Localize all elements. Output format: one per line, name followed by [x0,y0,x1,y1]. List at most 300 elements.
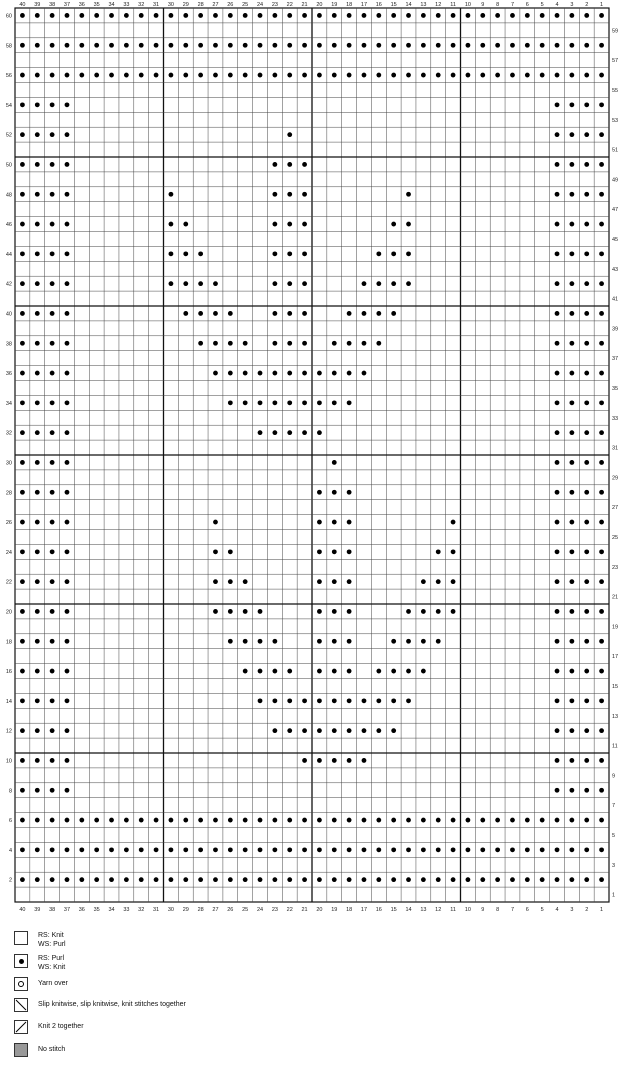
row-label-right: 29 [612,475,619,482]
purl-dot [124,847,129,852]
purl-dot [376,13,381,18]
legend-label: RS: Purl WS: Knit [38,955,66,971]
purl-dot [317,669,322,674]
purl-dot [555,13,560,18]
purl-dot [272,430,277,435]
purl-dot [362,371,367,376]
legend-label: Yarn over [38,980,68,987]
purl-dot [376,847,381,852]
column-label-bottom: 2 [585,907,589,913]
purl-dot [302,13,307,18]
purl-dot [258,818,263,823]
purl-dot [347,371,352,376]
column-label-bottom: 21 [301,907,308,913]
purl-dot [332,818,337,823]
purl-dot [272,222,277,227]
column-label-bottom: 22 [286,907,293,913]
purl-dot [258,877,263,882]
purl-dot [584,73,589,78]
purl-dot [50,698,55,703]
purl-dot [213,847,218,852]
purl-dot [584,311,589,316]
column-label-top: 14 [405,2,412,8]
purl-dot [480,13,485,18]
column-label-top: 35 [93,2,100,8]
column-label-top: 23 [271,2,278,8]
row-label-left: 16 [5,669,12,676]
purl-dot [584,192,589,197]
purl-dot [20,251,25,256]
purl-dot [139,73,144,78]
column-label-bottom: 33 [123,907,130,913]
column-label-bottom: 39 [34,907,41,913]
chart-grid [15,8,609,902]
purl-dot [347,669,352,674]
legend-label: Knit 2 together [38,1023,84,1030]
purl-dot [139,13,144,18]
purl-dot [20,639,25,644]
row-label-left: 40 [5,311,12,318]
purl-dot [555,341,560,346]
purl-dot [569,162,574,167]
purl-dot [584,102,589,107]
purl-dot [169,192,174,197]
purl-dot [362,341,367,346]
purl-dot [555,102,560,107]
purl-dot [65,73,70,78]
purl-dot [436,847,441,852]
purl-dot [569,698,574,703]
purl-dot [362,43,367,48]
purl-dot [599,281,604,286]
purl-dot [332,73,337,78]
purl-dot [65,311,70,316]
purl-dot [35,430,40,435]
purl-dot [154,13,159,18]
purl-dot [495,818,500,823]
purl-dot [65,520,70,525]
purl-dot [79,818,84,823]
purl-dot [287,818,292,823]
row-label-right: 21 [612,594,619,601]
purl-dot [272,698,277,703]
purl-dot [599,669,604,674]
purl-dot [362,728,367,733]
purl-dot [50,520,55,525]
purl-dot [599,847,604,852]
purl-dot [50,13,55,18]
purl-dot [183,281,188,286]
purl-dot [540,847,545,852]
purl-dot [406,13,411,18]
purl-dot [332,520,337,525]
purl-dot [584,281,589,286]
purl-dot [183,222,188,227]
purl-dot [287,430,292,435]
column-label-top: 15 [390,2,397,8]
purl-dot [50,579,55,584]
purl-dot [584,758,589,763]
purl-dot [421,877,426,882]
purl-dot [243,609,248,614]
purl-dot [65,609,70,614]
purl-dot [569,13,574,18]
purl-dot [243,818,248,823]
purl-dot [376,73,381,78]
purl-dot [20,73,25,78]
purl-dot [466,43,471,48]
purl-dot [20,847,25,852]
purl-dot [154,877,159,882]
purl-dot [555,222,560,227]
column-label-top: 39 [34,2,41,8]
purl-dot [599,73,604,78]
purl-dot [569,579,574,584]
purl-dot [272,13,277,18]
purl-dot [65,341,70,346]
column-label-bottom: 38 [49,907,56,913]
purl-dot [569,311,574,316]
purl-dot [272,669,277,674]
purl-dot [406,639,411,644]
purl-dot [362,73,367,78]
column-label-top: 34 [108,2,115,8]
purl-dot [599,579,604,584]
column-label-top: 29 [182,2,189,8]
purl-dot [362,311,367,316]
purl-dot [258,669,263,674]
purl-dot [451,520,456,525]
purl-dot [555,311,560,316]
purl-dot [332,758,337,763]
purl-dot [258,371,263,376]
purl-dot [124,818,129,823]
column-label-top: 9 [481,2,485,8]
purl-dot [154,847,159,852]
purl-dot [406,281,411,286]
purl-dot [228,579,233,584]
purl-dot [584,251,589,256]
purl-dot [525,73,530,78]
row-label-left: 28 [5,490,12,497]
row-label-left: 44 [5,251,12,258]
purl-dot [584,669,589,674]
purl-dot [198,281,203,286]
purl-dot [466,13,471,18]
column-label-top: 36 [78,2,85,8]
purl-dot [50,639,55,644]
purl-dot [569,192,574,197]
purl-dot [436,43,441,48]
row-label-left: 24 [5,549,12,556]
purl-dot [569,669,574,674]
purl-dot [391,13,396,18]
purl-dot [584,639,589,644]
purl-dot [332,728,337,733]
purl-dot [183,43,188,48]
purl-dot [272,43,277,48]
purl-dot [35,549,40,554]
purl-dot [243,341,248,346]
row-label-right: 5 [612,832,616,839]
purl-dot [169,877,174,882]
purl-dot [599,102,604,107]
purl-dot [599,639,604,644]
purl-dot [302,222,307,227]
purl-dot [406,222,411,227]
purl-dot [584,13,589,18]
purl-dot [599,549,604,554]
column-label-top: 33 [123,2,130,8]
purl-dot [124,13,129,18]
purl-dot [228,13,233,18]
purl-dot [569,251,574,256]
purl-dot [183,818,188,823]
purl-dot [258,698,263,703]
purl-dot [555,281,560,286]
purl-dot [35,13,40,18]
purl-dot [584,818,589,823]
purl-dot [347,728,352,733]
purl-dot [94,43,99,48]
purl-dot [391,73,396,78]
column-label-bottom: 24 [256,907,264,913]
purl-dot [228,639,233,644]
purl-dot [332,847,337,852]
row-label-left: 14 [5,698,12,705]
purl-dot [169,251,174,256]
row-label-left: 2 [8,877,12,884]
purl-dot [495,43,500,48]
purl-dot [436,877,441,882]
purl-dot [183,251,188,256]
purl-dot [569,400,574,405]
purl-dot [406,669,411,674]
purl-dot [332,13,337,18]
purl-dot [139,877,144,882]
purl-dot [50,192,55,197]
column-label-bottom: 9 [481,907,485,913]
purl-dot [213,341,218,346]
purl-dot [65,669,70,674]
purl-dot [347,818,352,823]
purl-dot [406,609,411,614]
purl-dot [376,818,381,823]
purl-dot [599,460,604,465]
purl-dot [302,758,307,763]
purl-dot [198,341,203,346]
purl-dot [421,13,426,18]
purl-dot [213,43,218,48]
purl-dot [35,758,40,763]
purl-dot [65,698,70,703]
purl-dot [317,520,322,525]
purl-dot [109,13,114,18]
purl-dot [451,847,456,852]
purl-dot [35,102,40,107]
column-label-bottom: 26 [227,907,234,913]
purl-dot [35,877,40,882]
purl-dot [317,877,322,882]
purl-dot [584,43,589,48]
purl-dot [555,698,560,703]
column-label-top: 5 [540,2,544,8]
purl-dot [555,43,560,48]
row-label-left: 26 [5,520,12,527]
purl-dot [20,818,25,823]
purl-dot [243,371,248,376]
purl-dot [599,311,604,316]
purl-dot [50,132,55,137]
purl-dot [569,490,574,495]
purl-dot [272,311,277,316]
purl-dot [599,341,604,346]
purl-dot [124,877,129,882]
row-label-right: 35 [612,385,619,392]
purl-dot [569,371,574,376]
purl-dot [20,400,25,405]
purl-dot [35,788,40,793]
purl-dot [317,818,322,823]
purl-dot [228,609,233,614]
purl-dot [183,311,188,316]
purl-dot [20,311,25,316]
purl-dot [332,460,337,465]
purl-dot [50,669,55,674]
purl-dot [79,877,84,882]
purl-dot [287,371,292,376]
purl-dot [347,520,352,525]
purl-dot [65,818,70,823]
column-label-top: 24 [256,2,264,8]
purl-dot [332,669,337,674]
row-label-right: 7 [612,803,616,810]
purl-dot [272,251,277,256]
purl-dot [169,73,174,78]
purl-dot [154,73,159,78]
purl-dot [599,609,604,614]
purl-dot [65,847,70,852]
purl-dot [436,549,441,554]
purl-dot [65,251,70,256]
purl-dot [198,311,203,316]
purl-dot [347,579,352,584]
purl-dot [569,758,574,763]
column-label-bottom: 20 [316,907,323,913]
purl-dot [50,43,55,48]
purl-dot [50,847,55,852]
purl-dot [391,222,396,227]
purl-dot [109,43,114,48]
purl-dot [65,639,70,644]
purl-dot [495,73,500,78]
purl-dot [406,847,411,852]
purl-dot [302,400,307,405]
purl-dot [272,818,277,823]
column-label-top: 21 [301,2,308,8]
purl-dot [555,460,560,465]
purl-dot [35,132,40,137]
purl-dot [362,13,367,18]
purl-dot [569,132,574,137]
purl-dot [50,609,55,614]
purl-dot [302,192,307,197]
purl-dot [213,520,218,525]
purl-dot [228,877,233,882]
purl-dot [391,698,396,703]
row-label-right: 15 [612,683,619,690]
column-label-bottom: 15 [390,907,397,913]
purl-dot [20,609,25,614]
purl-dot [317,400,322,405]
purl-dot [317,73,322,78]
row-label-left: 56 [5,73,12,80]
purl-dot [243,13,248,18]
column-label-bottom: 18 [346,907,353,913]
column-label-bottom: 3 [570,907,574,913]
purl-dot [525,847,530,852]
column-label-top: 1 [600,2,604,8]
purl-dot [20,43,25,48]
column-label-top: 30 [167,2,174,8]
purl-dot [20,728,25,733]
column-label-top: 28 [197,2,204,8]
purl-dot [35,251,40,256]
purl-dot [287,728,292,733]
purl-dot [272,341,277,346]
purl-dot [272,162,277,167]
purl-dot [451,549,456,554]
purl-dot [198,818,203,823]
row-label-right: 31 [612,445,619,452]
purl-dot [317,758,322,763]
purl-dot [317,639,322,644]
purl-dot [65,490,70,495]
purl-dot [35,728,40,733]
purl-dot [20,490,25,495]
purl-dot [213,818,218,823]
purl-dot [332,341,337,346]
purl-dot [584,698,589,703]
purl-dot [540,13,545,18]
purl-dot [287,162,292,167]
purl-dot [391,877,396,882]
purl-dot [287,43,292,48]
purl-dot [65,222,70,227]
purl-dot [243,847,248,852]
purl-dot [599,490,604,495]
purl-dot [555,162,560,167]
row-label-right: 23 [612,564,619,571]
purl-dot [272,400,277,405]
purl-dot [436,13,441,18]
purl-dot [599,251,604,256]
purl-dot [50,728,55,733]
purl-dot [584,579,589,584]
purl-dot [213,609,218,614]
purl-dot [451,877,456,882]
purl-dot [50,162,55,167]
purl-dot [569,877,574,882]
column-label-bottom: 36 [78,907,85,913]
purl-dot [272,73,277,78]
purl-dot [436,579,441,584]
row-label-right: 47 [612,207,619,214]
purl-dot [599,400,604,405]
purl-dot [169,13,174,18]
purl-dot [376,251,381,256]
row-label-right: 19 [612,624,619,631]
